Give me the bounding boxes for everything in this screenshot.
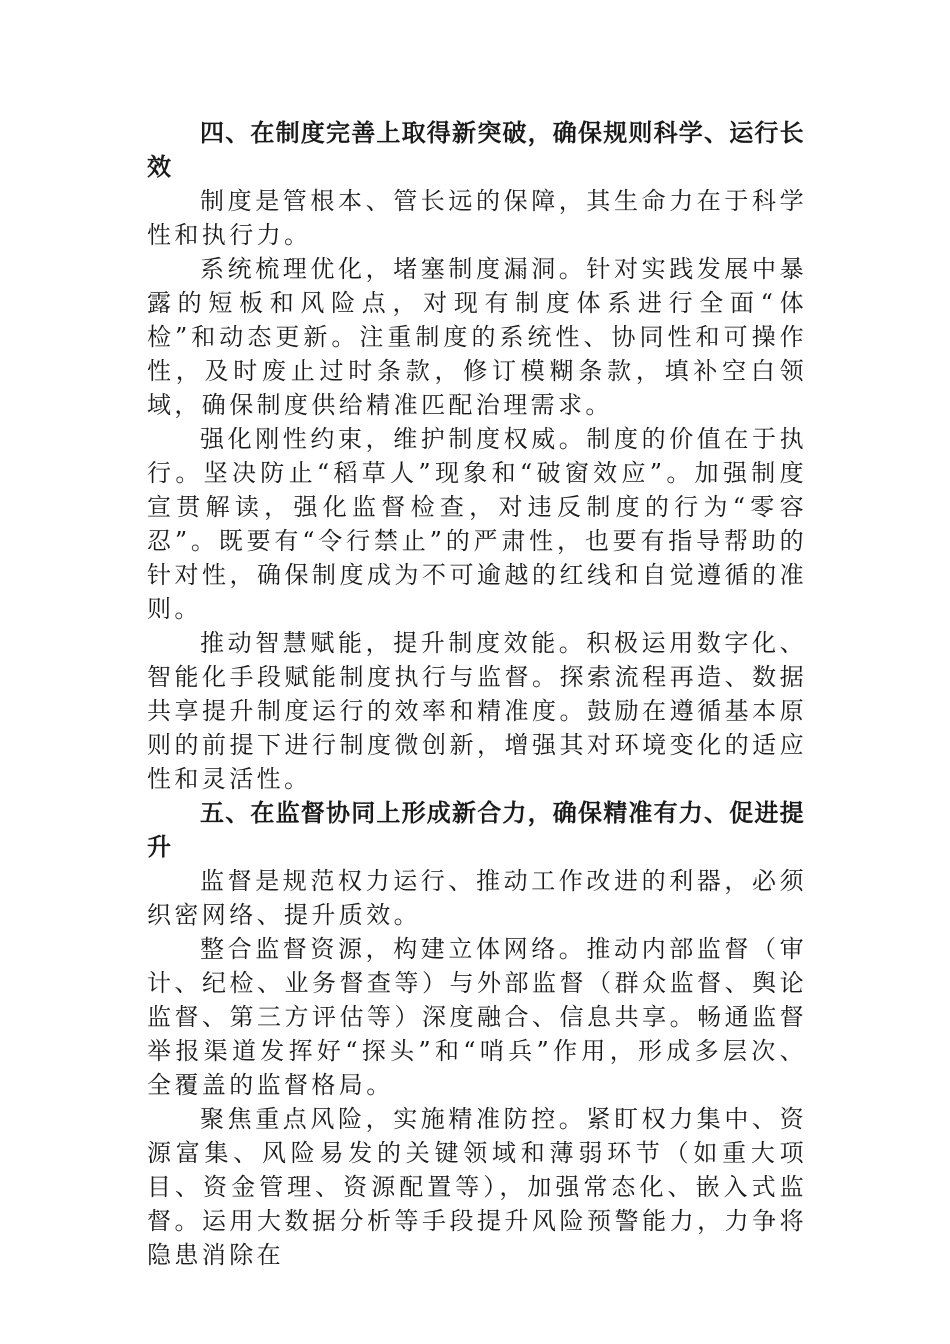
paragraph-5-3: 聚焦重点风险，实施精准防控。紧盯权力集中、资源富集、风险易发的关键领域和薄弱环节（如重大项目、资金管理、资源配置等），加强常态化、嵌入式监督。运用大数据分析等手段提升风险预警能力，力争将隐患消除在	[147, 1105, 807, 1269]
paragraph-5-2: 整合监督资源，构建立体网络。推动内部监督（审计、纪检、业务督查等）与外部监督（群众监督、舆论监督、第三方评估等）深度融合、信息共享。畅通监督举报渠道发挥好“探头”和“哨兵”作用，形成多层次、全覆盖的监督格局。	[147, 935, 807, 1099]
paragraph-4-4: 推动智慧赋能，提升制度效能。积极运用数字化、智能化手段赋能制度执行与监督。探索流程再造、数据共享提升制度运行的效率和精准度。鼓励在遵循基本原则的前提下进行制度微创新，增强其对环境变化的适应性和灵活性。	[147, 629, 807, 793]
section-heading-5: 五、在监督协同上形成新合力，确保精准有力、促进提升	[147, 799, 805, 861]
paragraph-5-1: 监督是规范权力运行、推动工作改进的利器，必须织密网络、提升质效。	[147, 867, 807, 929]
paragraph-4-1: 制度是管根本、管长远的保障，其生命力在于科学性和执行力。	[147, 187, 807, 249]
paragraph-4-2: 系统梳理优化，堵塞制度漏洞。针对实践发展中暴露的短板和风险点，对现有制度体系进行全面“体检”和动态更新。注重制度的系统性、协同性和可操作性，及时废止过时条款，修订模糊条款，填补空白领域，确保制度供给精准匹配治理需求。	[147, 255, 807, 419]
document-page	[147, 116, 807, 1272]
paragraph-4-3: 强化刚性约束，维护制度权威。制度的价值在于执行。坚决防止“稻草人”现象和“破窗效应”。加强制度宣贯解读，强化监督检查，对违反制度的行为“零容忍”。既要有“令行禁止”的严肃性，也要有指导帮助的针对性，确保制度成为不可逾越的红线和自觉遵循的准则。	[147, 425, 807, 623]
section-heading-4: 四、在制度完善上取得新突破，确保规则科学、运行长效	[147, 119, 805, 181]
